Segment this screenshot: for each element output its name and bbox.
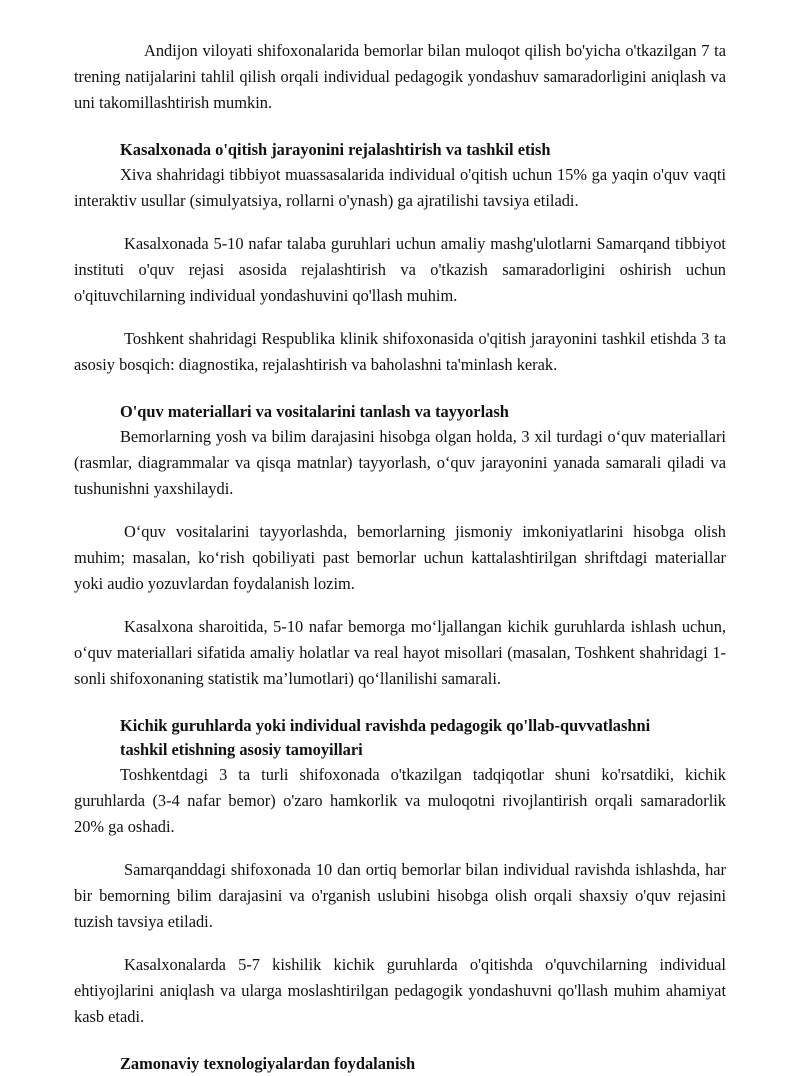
heading-technologies: Zamonaviy texnologiyalardan foydalanish xyxy=(120,1054,416,1073)
paragraph-planning-2: Kasalxonada 5-10 nafar talaba guruhlari uchun amaliy mashg'ulotlarni Samarqand tibbiyot instituti o'quv rejasi asosida rejalashtirish va o'tkazish samaradorligini oshirish uchun o'qituvchilarning individual yondashuvini qo'llash muhim. xyxy=(74,234,726,305)
paragraph-groups-3: Kasalxonalarda 5-7 kishilik kichik guruhlarda o'qitishda o'quvchilarning individual ehtiyojlarini aniqlash va ularga moslashtirilgan pedagogik yondashuvni qo'llash muhim ahamiyat kasb etadi. xyxy=(74,955,726,1026)
paragraph-planning-3: Toshkent shahridagi Respublika klinik shifoxonasida o'qitish jarayonini tashkil etishda 3 ta asosiy bosqich: diagnostika, rejalashtirish va baholashni ta'minlash kerak. xyxy=(74,329,726,374)
paragraph-materials-3: Kasalxona sharoitida, 5-10 nafar bemorga mo‘ljallangan kichik guruhlarda ishlash uchun, o‘quv materiallari sifatida amaliy holatlar va real hayot misollari (masalan, Toshkent shahridagi 1-sonli shifoxonaning statistik ma’lumotlari) qo‘llanilishi samarali. xyxy=(74,617,726,688)
document-page xyxy=(74,38,726,1076)
paragraph-planning-1: Xiva shahridagi tibbiyot muassasalarida individual o'qitish uchun 15% ga yaqin o'quv vaqti interaktiv usullar (simulyatsiya, rollarni o'ynash) ga ajratilishi tavsiya etiladi. xyxy=(74,165,726,210)
heading-materials: O'quv materiallari va vositalarini tanlash va tayyorlash xyxy=(120,402,509,421)
paragraph-groups-1: Toshkentdagi 3 ta turli shifoxonada o'tkazilgan tadqiqotlar shuni ko'rsatdiki, kichik guruhlarda (3-4 nafar bemor) o'zaro hamkorlik va muloqotni rivojlantirish orqali samaradorlik 20% ga oshadi. xyxy=(74,765,726,836)
heading-small-groups xyxy=(74,714,726,762)
paragraph-materials-2: O‘quv vositalarini tayyorlashda, bemorlarning jismoniy imkoniyatlarini hisobga olish muhim; masalan, ko‘rish qobiliyati past bemorlar uchun kattalashtirilgan shriftdagi materiallar yoki audio yozuvlardan foydalanish lozim. xyxy=(74,522,726,593)
paragraph-groups-2: Samarqanddagi shifoxonada 10 dan ortiq bemorlar bilan individual ravishda ishlashda, har bir bemorning bilim darajasini va o'rganish uslubini hisobga olish orqali shaxsiy o'quv rejasini tuzish tavsiya etiladi. xyxy=(74,860,726,931)
heading-small-groups-line-2: tashkil etishning asosiy tamoyillari xyxy=(120,740,363,759)
paragraph-intro: Andijon viloyati shifoxonalarida bemorlar bilan muloqot qilish bo'yicha o'tkazilgan 7 ta trening natijalarini tahlil qilish orqali individual pedagogik yondashuv samaradorligini aniqlash va uni takomillashtirish mumkin. xyxy=(74,41,726,112)
paragraph-materials-1: Bemorlarning yosh va bilim darajasini hisobga olgan holda, 3 xil turdagi o‘quv materiallari (rasmlar, diagrammalar va qisqa matnlar) tayyorlash, o‘quv jarayonini yanada samarali qiladi va tushunishni yaxshilaydi. xyxy=(74,427,726,498)
heading-small-groups-line-1: Kichik guruhlarda yoki individual ravishda pedagogik qo'llab-quvvatlashni xyxy=(120,716,651,735)
heading-planning: Kasalxonada o'qitish jarayonini rejalashtirish va tashkil etish xyxy=(120,140,551,159)
